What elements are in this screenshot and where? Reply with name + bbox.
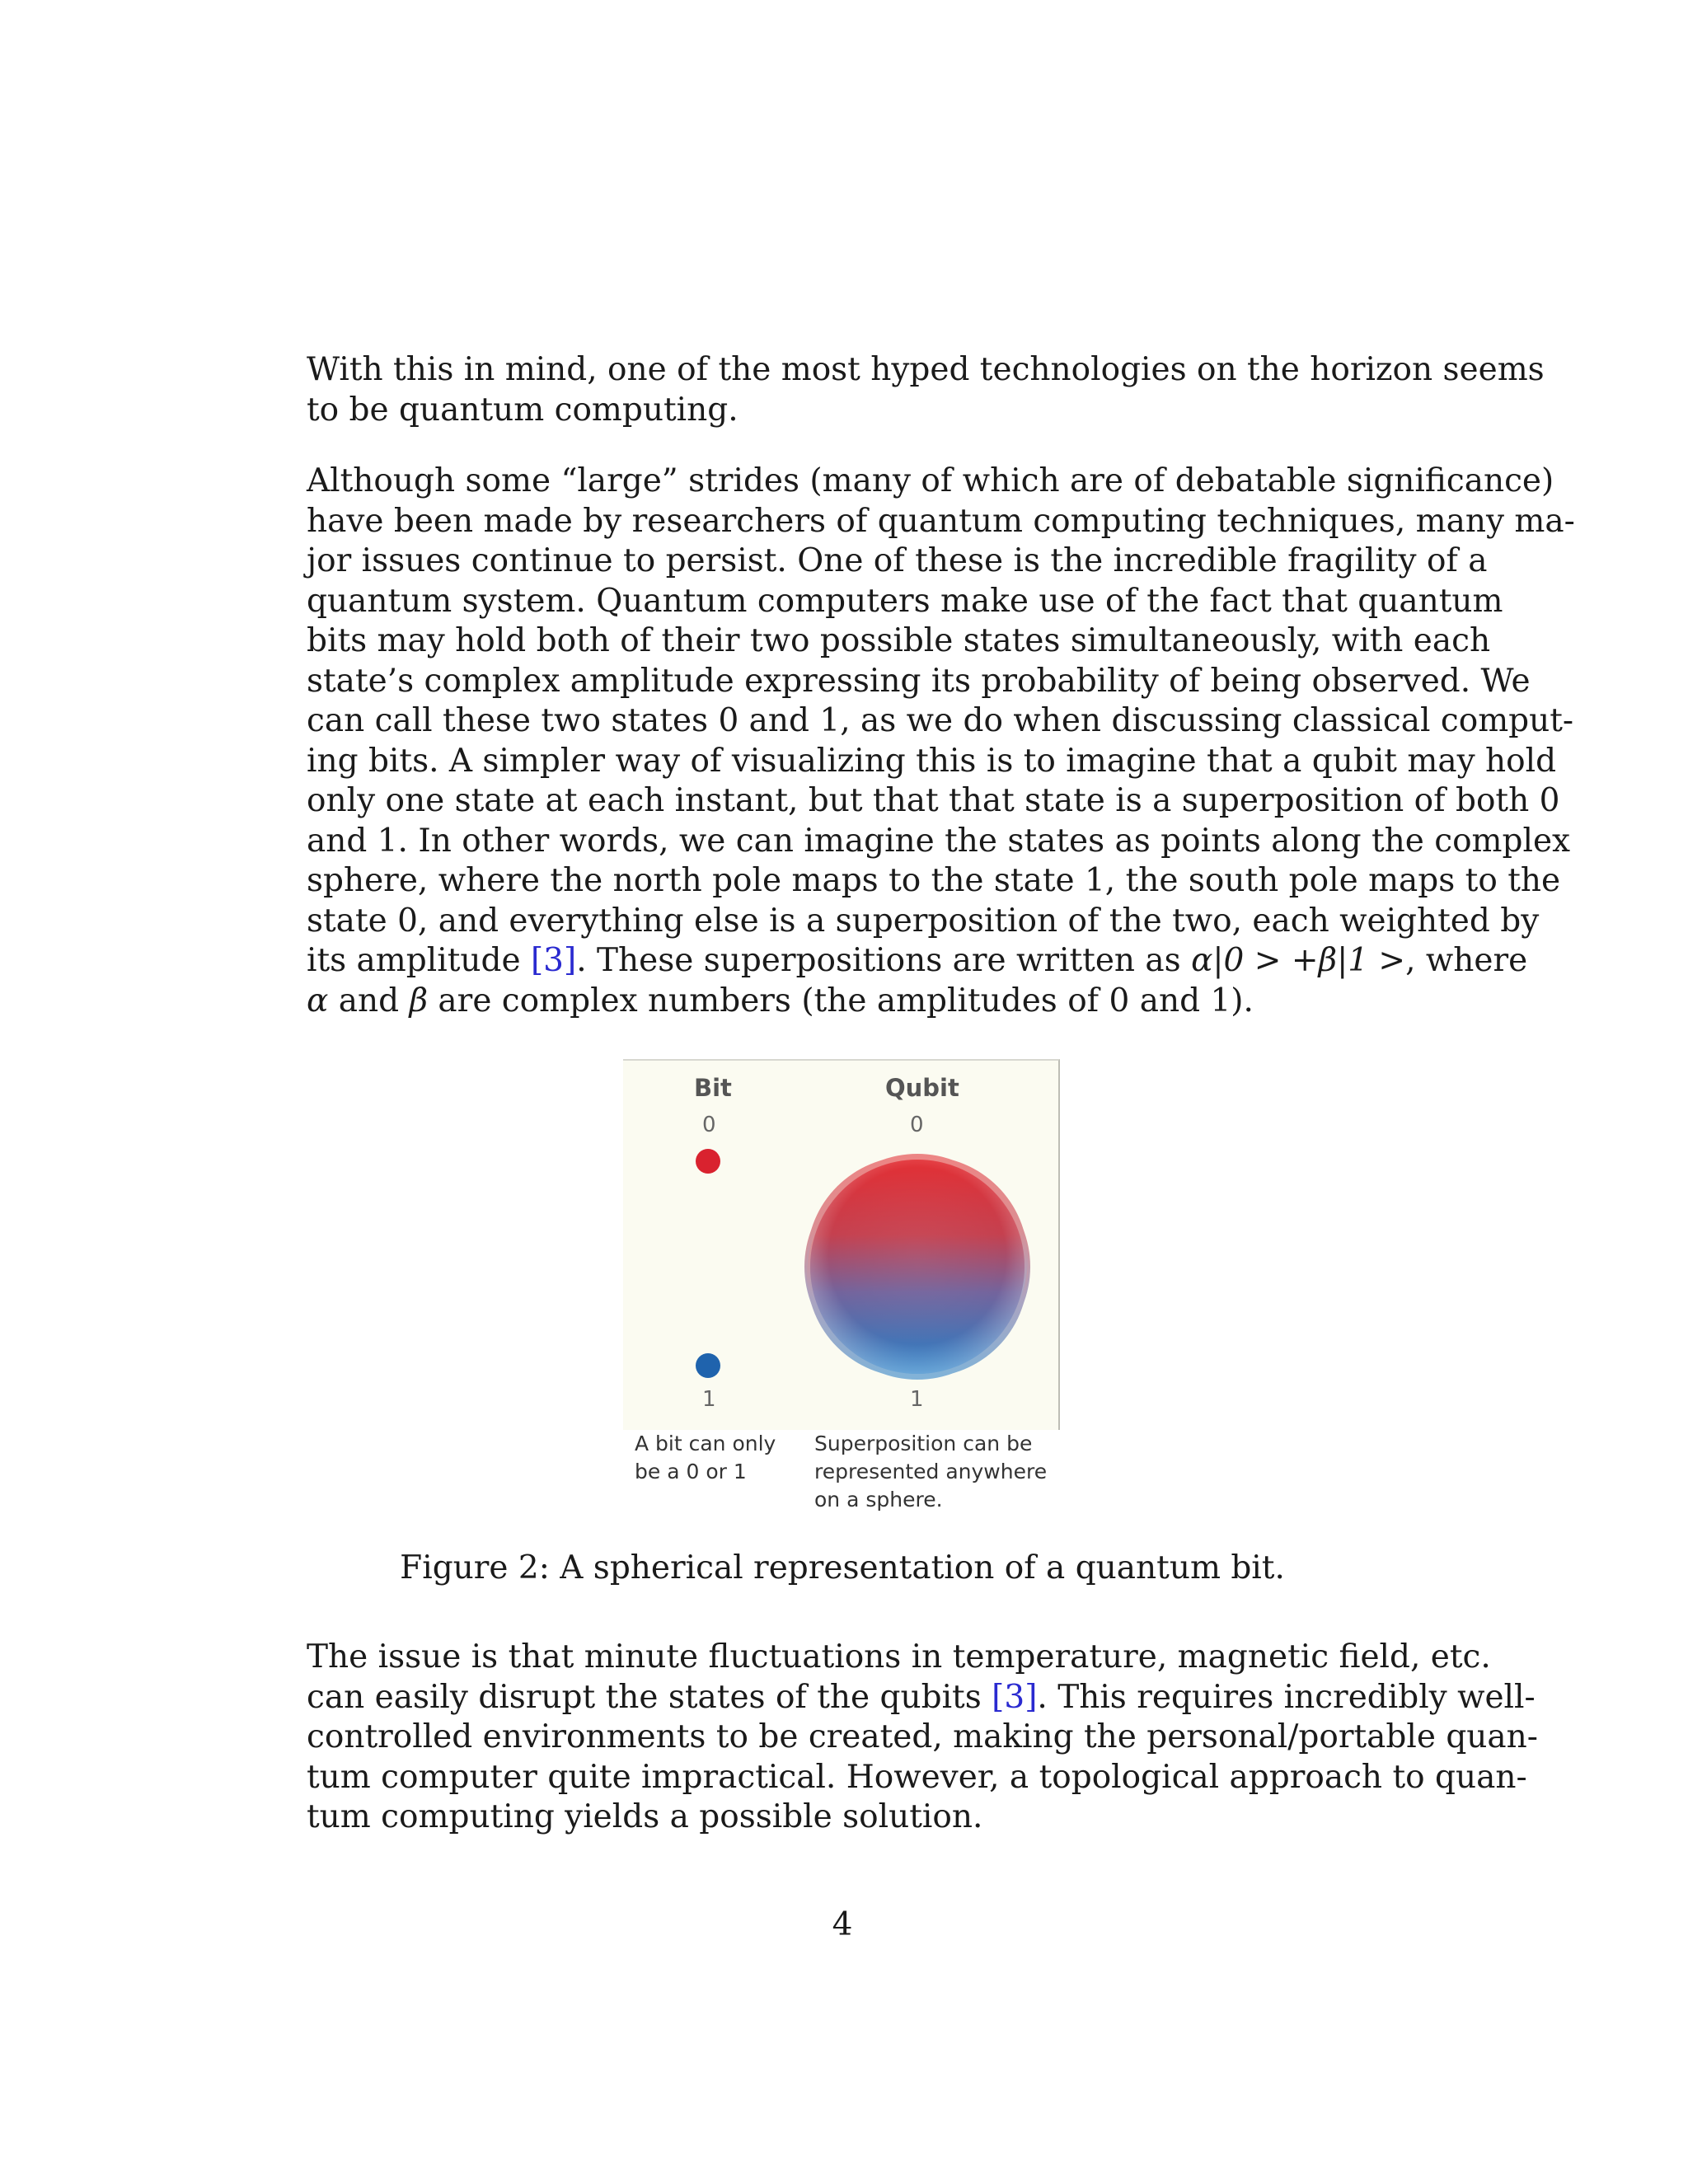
qubit-heading: Qubit <box>885 1074 959 1102</box>
beta-symbol: β <box>409 982 429 1019</box>
text-fragment: . These superpositions are written as <box>576 942 1192 979</box>
text-line: and 1. In other words, we can imagine the states as points along the complex <box>307 822 1571 860</box>
citation-link[interactable] <box>531 942 576 979</box>
citation-number: 3 <box>1004 1678 1025 1716</box>
text-line: With this in mind, one of the most hyped technologies on the horizon seems <box>307 351 1545 388</box>
text-line: jor issues continue to persist. One of these is the incredible fragility of a <box>307 542 1488 579</box>
figure-panel <box>623 1059 1060 1430</box>
text-line: ing bits. A simpler way of visualizing this is to imagine that a qubit may hold <box>307 742 1557 780</box>
text-line <box>307 982 1378 1022</box>
text-line: sphere, where the north pole maps to the state 1, the south pole maps to the <box>307 862 1561 899</box>
qubit-caption-line: on a sphere. <box>814 1488 943 1511</box>
qubit-caption <box>814 1430 1047 1514</box>
text-fragment: its amplitude <box>307 942 531 979</box>
paragraph-topological-approach <box>307 1638 1538 1838</box>
qubit-caption-line: represented anywhere <box>814 1460 1048 1483</box>
bit-caption-line: be a 0 or 1 <box>635 1460 747 1483</box>
text-fragment: and <box>328 982 410 1019</box>
text-fragment: , where <box>1405 942 1528 979</box>
paragraph-quantum-fragility <box>307 462 1575 1021</box>
figure-caption: Figure 2: A spherical representation of a quantum bit. <box>400 1549 1285 1586</box>
qubit-state-0-label: 0 <box>910 1113 924 1137</box>
superposition-formula: α|0 > +β|1 > <box>1191 942 1406 979</box>
bit-heading: Bit <box>694 1074 732 1102</box>
citation-bracket: [ <box>530 942 544 979</box>
alpha-symbol: α <box>307 982 329 1019</box>
text-line: tum computer quite impractical. However, a topological approach to quan- <box>307 1758 1527 1796</box>
text-line: have been made by researchers of quantum computing techniques, many ma- <box>307 502 1575 540</box>
text-line: controlled environments to be created, making the personal/portable quan- <box>307 1718 1538 1755</box>
text-line <box>307 941 1528 982</box>
text-fragment: . This requires incredibly well- <box>1037 1678 1536 1716</box>
text-line: only one state at each instant, but that that state is a superposition of both 0 <box>307 782 1560 819</box>
citation-number: 3 <box>543 942 564 979</box>
text-fragment: are complex numbers (the amplitudes of 0 and 1). <box>428 982 1254 1019</box>
text-line: quantum system. Quantum computers make use of the fact that quantum <box>307 582 1503 620</box>
text-line: can call these two states 0 and 1, as we do when discussing classical comput- <box>307 702 1574 739</box>
citation-link[interactable] <box>992 1679 1037 1716</box>
citation-bracket: ] <box>563 942 577 979</box>
text-line: state’s complex amplitude expressing its probability of being observed. We <box>307 662 1531 700</box>
bit-state-0-label: 0 <box>702 1113 716 1137</box>
text-line <box>307 1678 1536 1718</box>
text-line: tum computing yields a possible solution. <box>307 1798 983 1835</box>
bit-caption <box>635 1430 776 1486</box>
qubit-figure <box>623 1059 1060 1512</box>
text-fragment: can easily disrupt the states of the qubits <box>307 1678 992 1716</box>
citation-bracket: ] <box>1025 1678 1038 1716</box>
text-line: state 0, and everything else is a superposition of the two, each weighted by <box>307 902 1540 940</box>
qubit-state-1-label: 1 <box>910 1387 924 1412</box>
text-line: bits may hold both of their two possible states simultaneously, with each <box>307 622 1491 659</box>
text-line: Although some “large” strides (many of which are of debatable significance) <box>307 462 1554 499</box>
text-line: The issue is that minute fluctuations in temperature, magnetic field, etc. <box>307 1638 1491 1675</box>
text-line: to be quantum computing. <box>307 391 738 429</box>
bit-state-1-label: 1 <box>702 1387 716 1412</box>
paragraph-intro <box>307 350 1545 430</box>
bit-state-0-dot <box>696 1149 720 1174</box>
page-number: 4 <box>832 1906 853 1943</box>
qubit-caption-line: Superposition can be <box>814 1432 1033 1455</box>
bit-caption-line: A bit can only <box>635 1432 776 1455</box>
bit-state-1-dot <box>696 1353 720 1378</box>
citation-bracket: [ <box>992 1678 1005 1716</box>
bloch-sphere <box>798 1147 1037 1386</box>
